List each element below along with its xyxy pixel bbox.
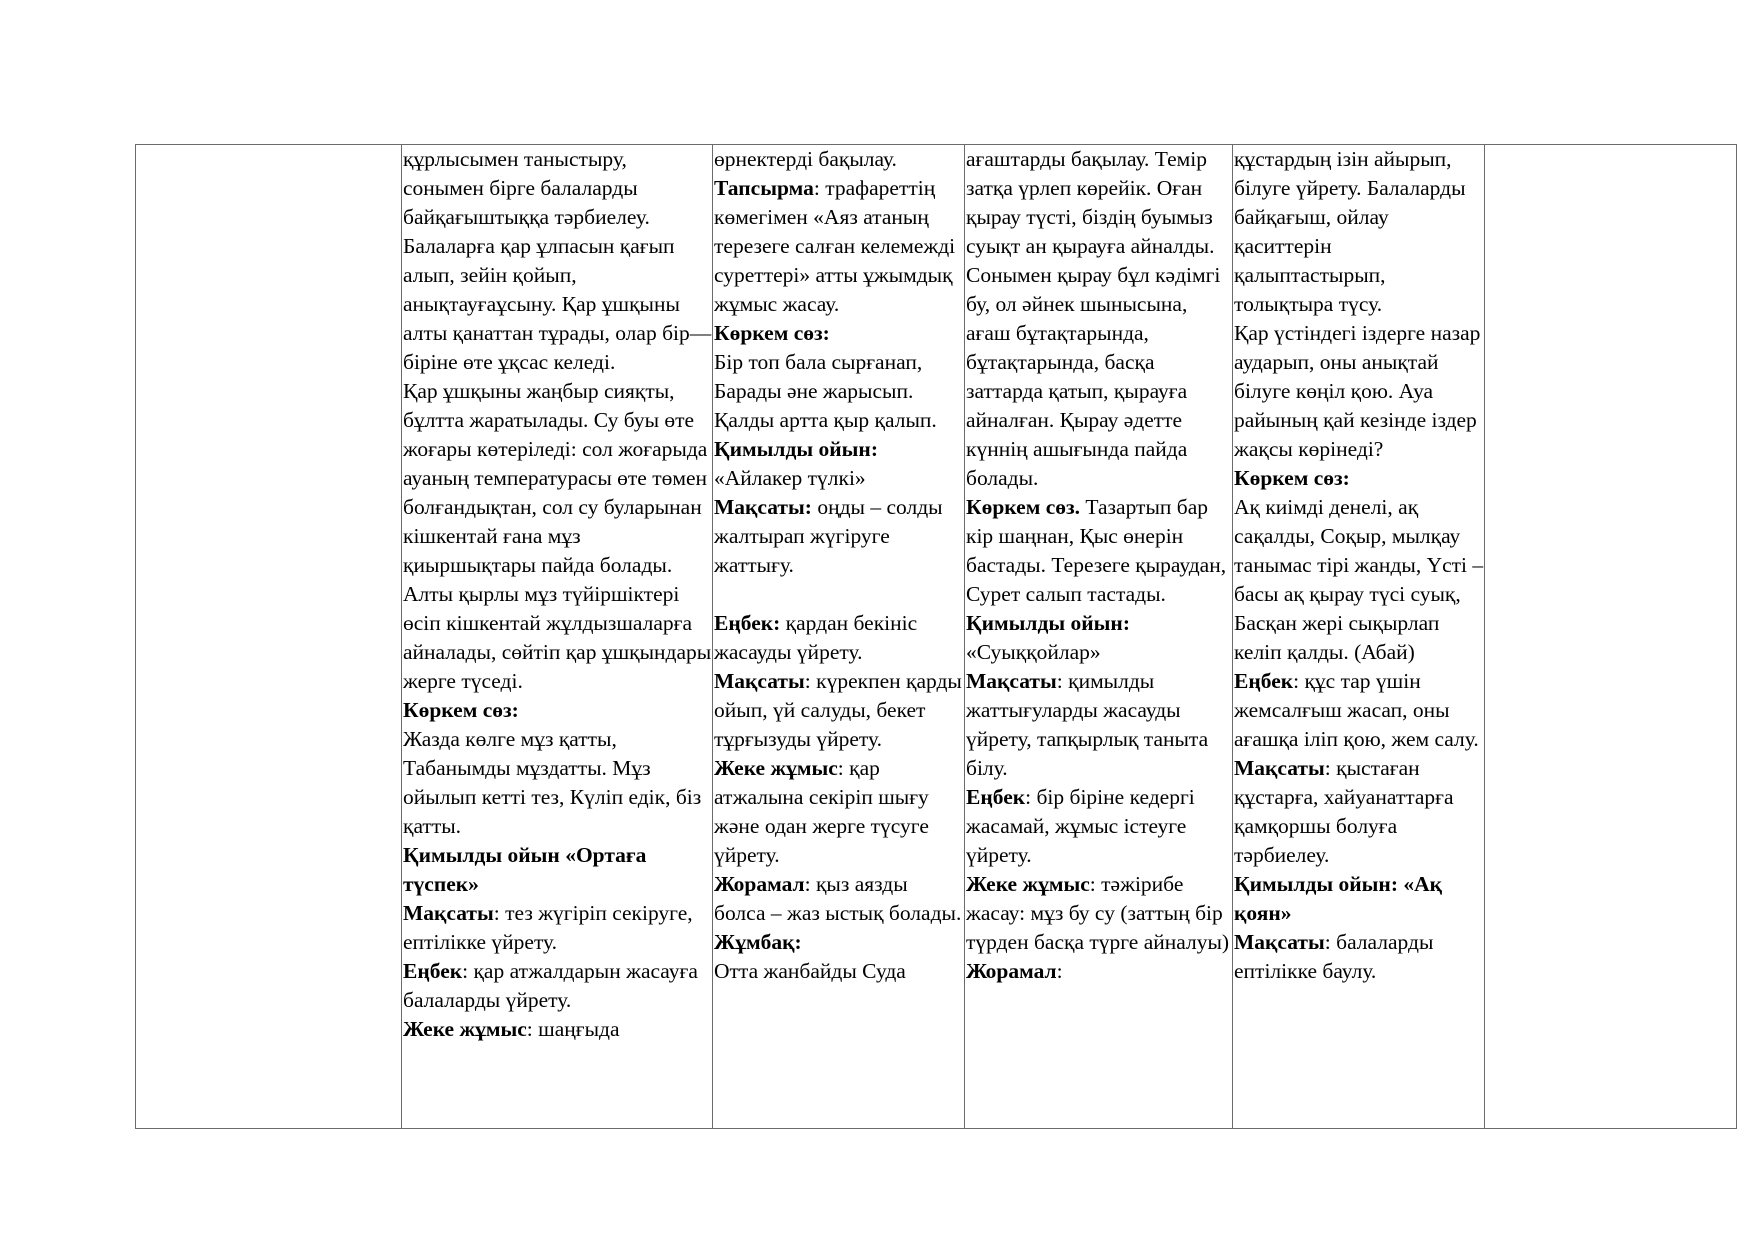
bold-heading: Еңбек bbox=[403, 959, 463, 983]
cell-paragraph bbox=[1234, 464, 1484, 493]
paragraph-text: өрнектерді бақылау. bbox=[714, 147, 897, 171]
paragraph-text: : бір біріне кедергі жасамай, жұмыс істеуге үйрету. bbox=[966, 785, 1195, 867]
blank-line bbox=[714, 580, 964, 609]
bold-heading: Мақсаты bbox=[966, 669, 1057, 693]
bold-heading: Қимылды ойын «Ортаға түспек» bbox=[403, 843, 647, 896]
bold-heading: Еңбек bbox=[1234, 669, 1294, 693]
paragraph-text: Жазда көлге мұз қатты, Табанымды мұздатты. Мұз ойылып кетті тез, Күліп едік, біз қатты. bbox=[403, 727, 702, 838]
cell-paragraph bbox=[1234, 928, 1484, 986]
bold-heading: Жорамал bbox=[966, 959, 1057, 983]
cell-paragraph bbox=[1234, 870, 1484, 928]
bold-heading: Қимылды ойын: «Ақ қоян» bbox=[1234, 872, 1443, 925]
activity-cell-3 bbox=[965, 145, 1233, 1129]
cell-paragraph bbox=[1234, 754, 1484, 870]
paragraph-text: оңды – солды жалтырап жүгіруге жаттығу. bbox=[714, 495, 943, 577]
paragraph-text: Қар үстіндегі іздерге назар аударып, оны анықтай білуге көңіл қою. Ауа райының қай кезінде іздер жақсы көрінеді? bbox=[1234, 321, 1481, 461]
paragraph-text: «Айлакер түлкі» bbox=[714, 466, 866, 490]
cell-paragraph bbox=[1234, 145, 1484, 319]
paragraph-text: : қыстаған құстарға, хайуанаттарға қамқоршы болуға тәрбиелеу. bbox=[1234, 756, 1454, 867]
cell-paragraph bbox=[714, 493, 964, 580]
bold-heading: Жеке жұмыс bbox=[966, 872, 1090, 896]
paragraph-text: Отта жанбайды Суда bbox=[714, 959, 906, 983]
paragraph-text: : қимылды жаттығуларды жасауды үйрету, тапқырлық таныта білу. bbox=[966, 669, 1209, 780]
cell-paragraph bbox=[714, 174, 964, 319]
bold-heading: Мақсаты bbox=[403, 901, 494, 925]
cell-paragraph bbox=[403, 377, 712, 696]
paragraph-text: : тез жүгіріп секіруге, ептілікке үйрету. bbox=[403, 901, 693, 954]
paragraph-text: : bbox=[1056, 959, 1063, 983]
cell-paragraph bbox=[403, 725, 712, 841]
empty-cell-right bbox=[1485, 145, 1737, 1129]
paragraph-text: : күрекпен қарды ойып, үй салуды, бекет тұрғызуды үйрету. bbox=[714, 669, 962, 751]
activity-cell-4 bbox=[1233, 145, 1485, 1129]
cell-paragraph bbox=[714, 957, 964, 986]
cell-paragraph bbox=[966, 609, 1232, 667]
paragraph-text: : тәжірибе жасау: мұз бу су (заттың бір түрден басқа түрге айналуы) bbox=[966, 872, 1230, 954]
bold-heading: Мақсаты: bbox=[714, 495, 812, 519]
bold-heading: Көркем сөз: bbox=[403, 698, 519, 722]
cell-paragraph bbox=[714, 609, 964, 667]
bold-heading: Жеке жұмыс bbox=[403, 1017, 527, 1041]
cell-paragraph bbox=[403, 841, 712, 899]
paragraph-text: : қыз аязды болса – жаз ыстық болады. bbox=[714, 872, 962, 925]
bold-heading: Қимылды ойын: bbox=[966, 611, 1130, 635]
activity-cell-2 bbox=[713, 145, 965, 1129]
paragraph-text: : қар атжалдарын жасауға балаларды үйрету. bbox=[403, 959, 698, 1012]
paragraph-text: : балаларды ептілікке баулу. bbox=[1234, 930, 1434, 983]
cell-paragraph bbox=[403, 957, 712, 1015]
cell-paragraph bbox=[714, 928, 964, 957]
bold-heading: Жорамал bbox=[714, 872, 805, 896]
paragraph-text: Ақ киімді денелі, ақ сақалды, Соқыр, мылқау танымас тірі жанды, Үсті – басы ақ қырау түсі суық, Басқан жері сықырлап келіп қалды. (Абай) bbox=[1234, 495, 1484, 664]
cell-paragraph bbox=[966, 493, 1232, 609]
paragraph-text: қардан бекініс жасауды үйрету. bbox=[714, 611, 918, 664]
cell-paragraph bbox=[714, 667, 964, 754]
paragraph-text: : қар атжалына секіріп шығу және одан жерге түсуге үйрету. bbox=[714, 756, 929, 867]
empty-cell-left bbox=[136, 145, 402, 1129]
bold-heading: Көркем сөз. bbox=[966, 495, 1081, 519]
cell-paragraph bbox=[966, 957, 1232, 986]
cell-paragraph bbox=[714, 319, 964, 348]
bold-heading: Қимылды ойын: bbox=[714, 437, 878, 461]
paragraph-text: «Суыққойлар» bbox=[966, 640, 1101, 664]
paragraph-text: Қар ұшқыны жаңбыр сияқты, бұлтта жаратылады. Су буы өте жоғары көтеріледі: сол жоғарыда ауаның температурасы өте төмен болғандықтан, сол су буларынан кішкентай ғана мұз қиыршықтары пайда болады. Алты қырлы мұз түйіршіктері өсіп кішкентай жұлдызшаларға айналады, сөйтіп қар ұшқындары жерге түседі. bbox=[403, 379, 712, 693]
paragraph-text: құрлысымен таныстыру, сонымен бірге балаларды байқағыштыққа тәрбиелеу. Балаларға қар ұлпасын қағып алып, зейін қойып, анықтауғаұсыну. Қар ұшқыны алты қанаттан тұрады, олар бір—біріне өте ұқсас келеді. bbox=[403, 147, 712, 374]
cell-paragraph bbox=[1234, 493, 1484, 667]
paragraph-text: ағаштарды бақылау. Темір затқа үрлеп көрейік. Оған қырау түсті, біздің буымыз суықт ан қырауға айналды. Сонымен қырау бұл кәдімгі бу, ол әйнек шынысына, ағаш бұтақтарында, бұтақтарында, басқа заттарда қатып, қырауға айналған. Қырау әдетте күннің ашығында пайда болады. bbox=[966, 147, 1221, 490]
cell-paragraph bbox=[1234, 667, 1484, 754]
paragraph-text: Тазартып бар кір шаңнан, Қыс өнерін бастады. Терезеге қыраудан, Сурет салып тастады. bbox=[966, 495, 1227, 606]
cell-paragraph bbox=[403, 1015, 712, 1044]
cell-paragraph bbox=[403, 696, 712, 725]
bold-heading: Жұмбақ: bbox=[714, 930, 802, 954]
cell-paragraph bbox=[966, 870, 1232, 957]
paragraph-text: : шаңғыда bbox=[526, 1017, 620, 1041]
paragraph-text: құстардың ізін айырып, білуге үйрету. Балаларды байқағыш, ойлау қаситтерін қалыптастырып, толықтыра түсу. bbox=[1234, 147, 1466, 316]
bold-heading: Көркем сөз: bbox=[714, 321, 830, 345]
paragraph-text: : трафареттің көмегімен «Аяз атаның терезеге салған келемежді суреттері» атты ұжымдық жұмыс жасау. bbox=[714, 176, 956, 316]
paragraph-text: : құс тар үшін жемсалғыш жасап, оны ағашқа іліп қою, жем салу. bbox=[1234, 669, 1479, 751]
cell-paragraph bbox=[966, 783, 1232, 870]
table-row bbox=[136, 145, 1737, 1129]
bold-heading: Мақсаты bbox=[1234, 930, 1325, 954]
cell-paragraph bbox=[714, 145, 964, 174]
plan-table bbox=[135, 144, 1737, 1129]
cell-paragraph bbox=[714, 870, 964, 928]
bold-heading: Тапсырма bbox=[714, 176, 814, 200]
cell-paragraph bbox=[714, 348, 964, 435]
cell-paragraph bbox=[403, 899, 712, 957]
bold-heading: Еңбек bbox=[966, 785, 1026, 809]
bold-heading: Мақсаты bbox=[1234, 756, 1325, 780]
cell-paragraph bbox=[403, 145, 712, 377]
cell-paragraph bbox=[1234, 319, 1484, 464]
cell-paragraph bbox=[966, 667, 1232, 783]
cell-paragraph bbox=[714, 754, 964, 870]
bold-heading: Еңбек: bbox=[714, 611, 781, 635]
bold-heading: Жеке жұмыс bbox=[714, 756, 838, 780]
paragraph-text: Бір топ бала сырғанап, Барады әне жарысып. Қалды артта қыр қалып. bbox=[714, 350, 937, 432]
cell-paragraph bbox=[714, 435, 964, 493]
bold-heading: Көркем сөз: bbox=[1234, 466, 1350, 490]
cell-paragraph bbox=[966, 145, 1232, 493]
bold-heading: Мақсаты bbox=[714, 669, 805, 693]
activity-cell-1 bbox=[402, 145, 713, 1129]
